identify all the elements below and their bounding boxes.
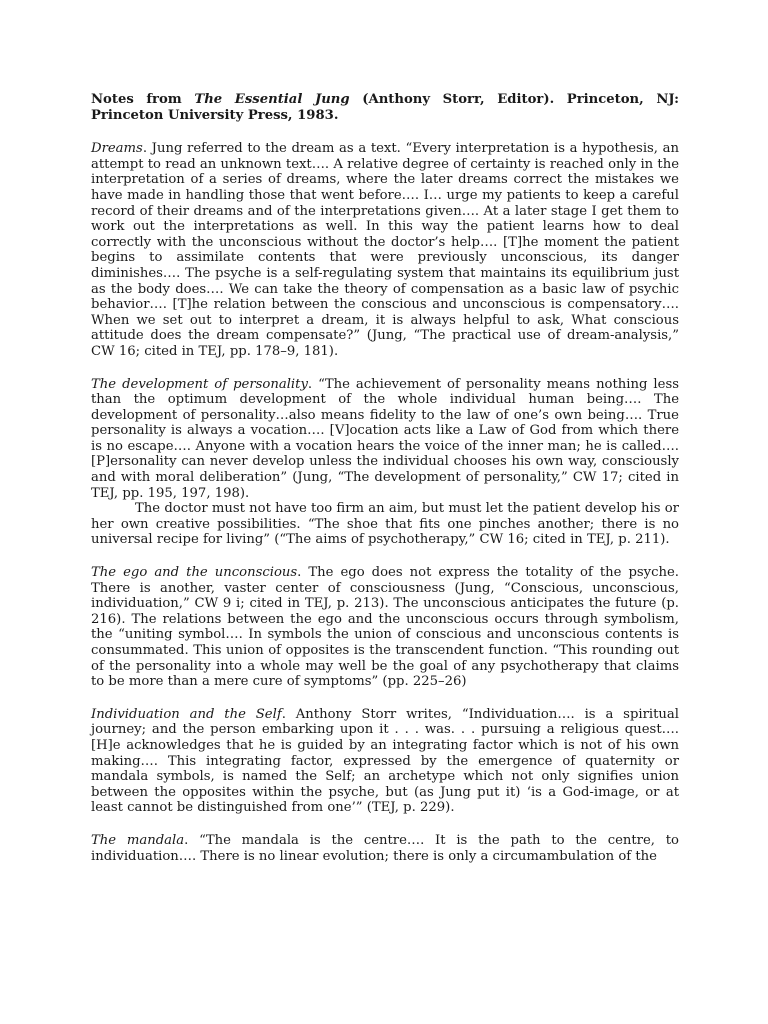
section-ego-and-unconscious [91,565,679,690]
heading-rest: (Anthony Storr, Editor). Princeton, NJ: Princeton University Press, 1983. [91,92,679,123]
heading-prefix: Notes from [91,92,195,107]
heading-book-title: The Essential Jung [194,92,350,107]
section-title: Individuation and the Self [91,706,282,722]
section-title: The mandala [91,832,185,848]
section-body: . “The achievement of personality means nothing less than the optimum development of the whole individual human being…. The development of personality…also means fidelity to the law of one’s own being…. True personality is always a vocation…. [V]ocation acts like a Law of God from which there is no escape…. Anyone with a vocation hears the voice of the inner man; he is called…. [P]ersonality can never develop unless the individual chooses his own way, consciously and with moral deliberation” (Jung, “The development of personality,” CW 17; cited in TEJ, pp. 195, 197, 198). [91,376,679,501]
section-title: The development of personality [91,376,308,392]
section-body: . Jung referred to the dream as a text. “Every interpretation is a hypothesis, an attempt to read an unknown text…. A relative degree of certainty is reached only in the interpretation of a series of dreams, where the later dreams correct the mistakes we have made in handling those that went before…. I… urge my patients to keep a careful record of their dreams and of the interpretations given…. At a later stage I get them to work out the interpretations as well. In this way the patient learns how to deal correctly with the unconscious without the doctor’s help…. [T]he moment the patient begins to assimilate contents that were previously unconscious, its danger diminishes…. The psyche is a self-regulating system that maintains its equilibrium just as the body does…. We can take the theory of compensation as a basic law of psychic behavior…. [T]he relation between the conscious and unconscious is compensatory…. When we set out to interpret a dream, it is always helpful to ask, What conscious attitude does the dream compensate?” (Jung, “The practical use of dream-analysis,” CW 16; cited in TEJ, pp. 178–9, 181). [91,141,679,359]
section-body: . The ego does not express the totality of the psyche. There is another, vaster center of consciousness (Jung, “Conscious, unconscious, individuation,” CW 9 i; cited in TEJ, p. 213). The unconscious anticipates the future (p. 216). The relations between the ego and the unconscious occurs through symbolism, the “uniting symbol…. In symbols the union of conscious and unconscious contents is consummated. This union of opposites is the transcendent function. “This rounding out of the personality into a whole may well be the goal of any psychotherapy that claims to be more than a mere cure of symptoms” (pp. 225–26) [91,565,679,690]
section-body: . Anthony Storr writes, “Individuation…. is a spiritual journey; and the person embarking upon it . . . was. . . pursuing a religious quest…. [H]e acknowledges that he is guided by an integrating factor which is not of his own making…. This integrating factor, expressed by the emergence of quaternity or mandala symbols, is named the Self; an archetype which not only signifies union between the opposites within the psyche, but (as Jung put it) ‘is a God-image, or at least cannot be distinguished from one’” (TEJ, p. 229). [91,706,679,816]
document-heading [91,92,679,123]
section-title: The ego and the unconscious [91,565,298,581]
section-dreams [91,141,679,359]
section-individuation-and-self [91,707,679,816]
document-page [91,92,679,881]
section-body: . “The mandala is the centre…. It is the path to the centre, to individuation…. There is no linear evolution; there is only a circumambulation of the [91,832,679,864]
section-mandala [91,833,679,864]
section-continuation: The doctor must not have too firm an aim, but must let the patient develop his or her own creative possibilities. “The shoe that fits one pinches another; there is no universal recipe for living” (“The aims of psychotherapy,” CW 16; cited in TEJ, p. 211). [91,501,679,548]
section-title: Dreams [91,141,143,157]
section-development-of-personality [91,377,679,502]
